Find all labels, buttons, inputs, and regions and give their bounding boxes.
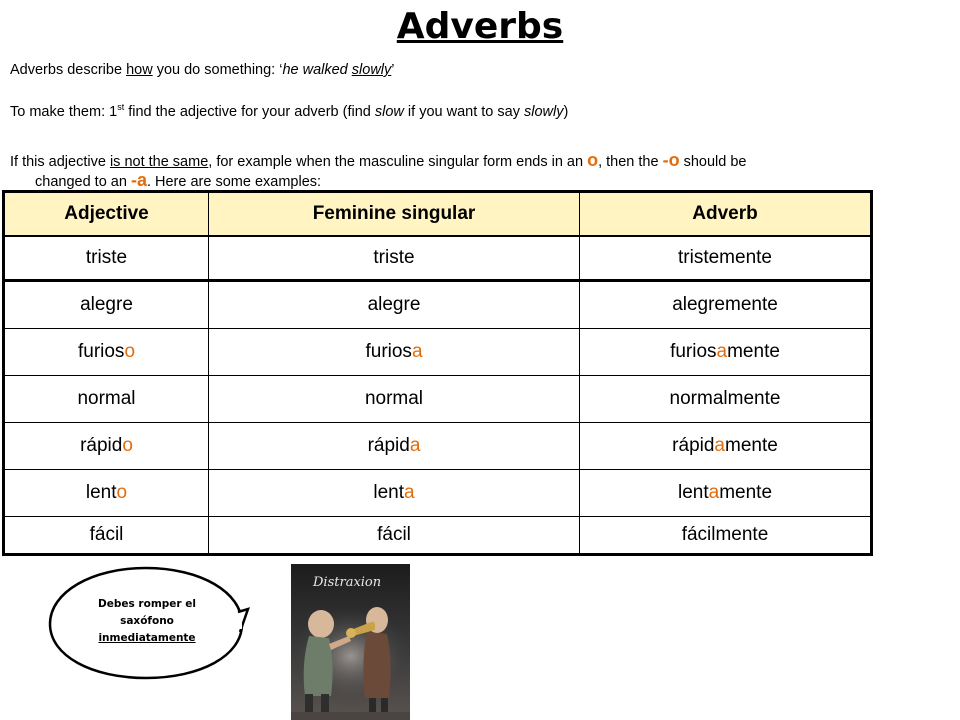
- table-row: [4, 423, 872, 470]
- header-feminine-singular: Feminine singular: [209, 192, 580, 237]
- intro-paragraph-3: [10, 151, 955, 191]
- text-underlined: is not the same: [109, 154, 209, 170]
- cell-adjective: lento: [4, 470, 209, 517]
- intro-paragraph-2: [10, 103, 568, 121]
- text: To make them: 1: [10, 104, 118, 120]
- cell-adjective: furioso: [4, 329, 209, 376]
- cell-adjective: alegre: [4, 281, 209, 329]
- cell-feminine: furiosa: [209, 329, 580, 376]
- cell-adverb: alegremente: [580, 281, 872, 329]
- cell-feminine: rápida: [209, 423, 580, 470]
- movie-poster-image: [291, 564, 410, 720]
- cell-adverb: normalmente: [580, 376, 872, 423]
- cell-adjective: triste: [4, 236, 209, 281]
- table-header-row: [4, 192, 872, 237]
- table-row: [4, 470, 872, 517]
- intro-paragraph-1: [10, 61, 395, 79]
- text: you do something: ‘: [152, 62, 283, 78]
- text: should be: [679, 154, 747, 170]
- text: changed to an: [35, 174, 131, 190]
- bubble-line: saxófono: [120, 615, 174, 627]
- text: If this adjective: [10, 154, 110, 170]
- cell-feminine: fácil: [209, 517, 580, 555]
- cell-feminine: normal: [209, 376, 580, 423]
- text: . Here are some examples:: [146, 174, 322, 190]
- cell-feminine: triste: [209, 236, 580, 281]
- text-italic: slowly: [523, 104, 564, 120]
- poster-logo: Distraxion: [313, 575, 382, 590]
- cell-adverb: tristemente: [580, 236, 872, 281]
- cell-adjective: rápido: [4, 423, 209, 470]
- cell-adverb: fácilmente: [580, 517, 872, 555]
- page-title: Adverbs: [396, 6, 564, 47]
- adverbs-table: [2, 190, 873, 556]
- table-row: [4, 236, 872, 281]
- text: , for example when the masculine singular form ends in an: [208, 154, 588, 170]
- header-adjective: Adjective: [4, 192, 209, 237]
- cell-adverb: furiosamente: [580, 329, 872, 376]
- text: if you want to say: [403, 104, 524, 120]
- superscript: st: [117, 102, 125, 113]
- text-italic: slow: [374, 104, 404, 120]
- cell-adverb: rápidamente: [580, 423, 872, 470]
- highlight-o: o: [587, 150, 599, 170]
- bubble-line-underlined: inmediatamente: [98, 632, 196, 644]
- text-italic: he walked: [282, 62, 352, 78]
- text: find the adjective for your adverb (find: [124, 104, 375, 120]
- table-row: [4, 517, 872, 555]
- cell-feminine: alegre: [209, 281, 580, 329]
- text: , then the: [598, 154, 663, 170]
- highlight-dash-o: -o: [662, 150, 680, 170]
- table-row: [4, 376, 872, 423]
- cell-adjective: normal: [4, 376, 209, 423]
- header-adverb: Adverb: [580, 192, 872, 237]
- text: Adverbs describe: [10, 62, 127, 78]
- bubble-line: Debes romper el: [98, 598, 196, 610]
- speech-bubble-text: [72, 596, 222, 647]
- table-row: [4, 281, 872, 329]
- text: ): [563, 104, 569, 120]
- table-row: [4, 329, 872, 376]
- text: ’: [391, 62, 395, 78]
- text-italic-underlined: slowly: [351, 62, 392, 78]
- cell-adverb: lentamente: [580, 470, 872, 517]
- cell-adjective: fácil: [4, 517, 209, 555]
- highlight-dash-a: -a: [130, 170, 147, 190]
- cell-feminine: lenta: [209, 470, 580, 517]
- text-underlined: how: [126, 62, 153, 78]
